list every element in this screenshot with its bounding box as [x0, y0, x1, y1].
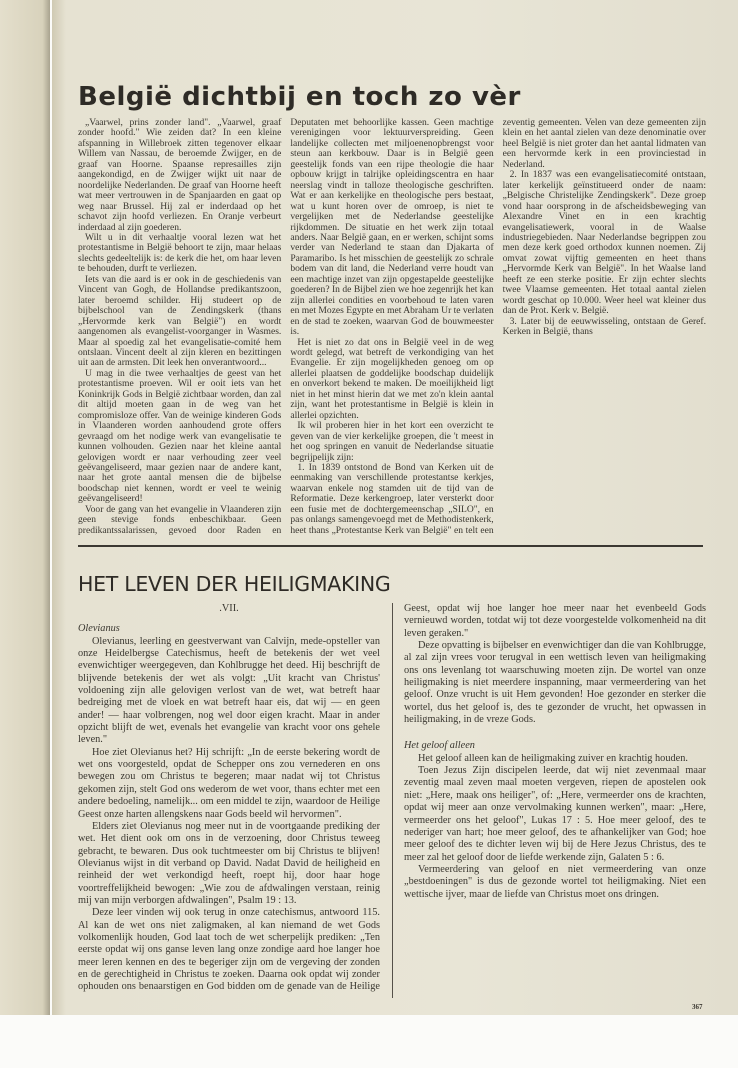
- paragraph: Elders ziet Olevianus nog meer nut in de voortgaande prediking der wet. Het dient ook om ons in de verzoening, door Christus teweeg gebracht, te bewaren. Dus ook tuchtmeester om bij Christus te blijven! Olevianus wijst in dit verband op David. Nadat David de heiligheid en reinheid der wet verkondigd heeft, roept hij, door haar hoge voortreffelijkheid bewogen: „Wie zou de afdwalingen verstaan, reinig mij van mijn verborgen afdwalingen", Psalm 19 : 13.: [78, 820, 380, 906]
- paragraph: Het geloof alleen kan de heiligmaking zuiver en krachtig houden.: [418, 752, 688, 764]
- paragraph: Ik wil proberen hier in het kort een overzicht te geven van de vier kerkelijke groepen, die 't meest in het oog springen en vanuit de Nederlandse situatie begrijpelijk zijn:: [290, 420, 494, 463]
- paragraph: Deze leer vinden wij ook terug in onze catechismus, antwoord 115. Al kan de wet ons niet zaligmaken, al kan niemand de wet Gods volkomenlijk houden, God laat toch de wet scherpelijk prediken: „Ten eerste opdat wij ons ganse leven lang onze zondige aard hoe langer hoe meer leren kennen en des te begeriger zijn om de vergeving der zonden en de gerechtigheid in Christus te zoeken. Daarna ook opdat wij zonder ophouden ons benaarstigen en God bidden om de genade van de Heilige Geest, opdat wij hoe langer hoe meer naar het evenbeeld Gods vernieuwd worden, totdat wij tot deze voorgestelde volkomenheid na dit leven geraken.": [78, 603, 706, 993]
- article-title-belgie: België dichtbij en toch zo vèr: [78, 82, 521, 112]
- article-body-belgie: [78, 118, 706, 542]
- article-title-heiligmaking: HET LEVEN DER HEILIGMAKING: [78, 572, 391, 596]
- article-body-heiligmaking: [78, 603, 706, 998]
- paragraph: 1. In 1839 ontstond de Bond van Kerken uit de eenmaking van verschillende protestantse kerkjes, waarvan enkele nog stamden uit de tijd van de Reformatie. Deze kerkengroep, later versterkt door een fusie met de dochtergemeenschap „SILO", en pas onlangs samengevoegd met de Methodistenkerk, heet thans „Protestantse Kerk van België" en telt een zeventig gemeenten. Velen van deze gemeenten zijn klein en het aantal zielen van deze denominatie over heel België is niet groter dan het aantal lidmaten van een hervormde kerk in een provinciestad in Nederland.: [290, 117, 706, 536]
- paragraph: U mag in die twee verhaaltjes de geest van het protestantisme proeven. Wil er ooit iets van het Koninkrijk Gods in België zichtbaar worden, dan zal dit altijd moeten gaan in de weg van het compromisloze offer. Van de weinige kinderen Gods in Vlaanderen worden aanhoudend grote offers gevraagd om het nodige werk van evangelisatie te kunnen volhouden. Gezien naar het kleine aantal gelovigen wordt er naar verhouding zeer veel geëvangeliseerd, maar gezien naar de andere kant, naar het grote aantal mensen die de bijbelse boodschap niet kennen, wordt er veel te weinig geëvangeliseerd!: [78, 367, 282, 505]
- paragraph: 3. Later bij de eeuwwisseling, ontstaan de Geref. Kerken in België, thans: [502, 315, 706, 338]
- article-divider: [78, 545, 703, 547]
- section-heading: Olevianus: [78, 623, 120, 635]
- paragraph: Olevianus, leerling en geestverwant van Calvijn, mede-opsteller van onze Heidelbergse Catechismus, heeft de betekenis der wet veel evenwichtiger weergegeven, dan Kohlbrugge het deed. Hij beschrijft de blijvende betekenis der wet als volgt: „Uit kracht van Christus' voldoening zijn alle gelovigen verlost van de wet, wat betreft haar bedreiging met de vloek en wat betreft haar eis, dat wij — en geen ander! — haar volbrengen, nog wel door eigen kracht. Maar in ander opzicht blijft de wet, evenals het evangelie van kracht voor ons gehele leven.": [78, 635, 380, 746]
- paragraph: Voor de gang van het evangelie in Vlaanderen zijn geen stevige fonds enbeschikbaar. Geen predikantssalarissen, gevoed door Raden en Deputaten met behoorlijke kassen. Geen machtige verenigingen voor lektuurverspreiding. Geen landelijke collecten met miljoenenopbrengst voor steun aan kerkbouw. Daar is in België geen geestelijk fonds van een rijpe theologie die haar opbouw krijgt in talrijke opleidingscentra en haar neerslag vindt in talloze theologische geschriften. Wat er aan kerkelijke en theologische pers bestaat, wat u kunt horen over de omroep, is niet te vergelijken met de Nederlandse geestelijke rijkdommen. De situatie en het werk zijn totaal anders. Naar België gaan, en er werken, schijnt soms verder van Nederland te staan dan Djakarta of Paramaribo. Is het misschien de geestelijk zo schrale bodem van dit land, die Nederland verre houdt van een machtige inzet van zijn opgestapelde geestelijke goederen? In de Bijbel zien we hoe zegenrijk het kan zijn allerlei condities en voorbehoud te laten varen en met Mozes Egypte en met Abraham Ur te verlaten en de stad te zoeken, waarvan God de bouwmeester is.: [78, 117, 494, 536]
- previous-page-edge: [0, 0, 50, 1015]
- paragraph: 2. In 1837 was een evangelisatiecomité ontstaan, later kerkelijk geïnstitueerd onder de naam: „Belgische Christelijke Zendingskerk". Deze groep vond haar oorsprong in de afscheidsbeweging van Alexandre Vinet en in een krachtig evangelisatiewerk, vooral in de Waalse industriegebieden. Naar Nederlandse begrippen zou men deze kerk goed orthodox kunnen noemen. Zij omvat zowat vijftig gemeenten en heet thans „Hervormde Kerk van België". In het Waalse land heeft ze een sterke positie. Er zijn echter slechts twee Vlaamse gemeenten. Het totaal aantal zielen wordt geschat op 10.000. Weer heel wat kleiner dus dan de Prot. Kerk v. België.: [502, 169, 706, 317]
- page-number: 367: [692, 1003, 703, 1011]
- part-number: .VII.: [219, 603, 239, 614]
- paragraph: Hoe ziet Olevianus het? Hij schrijft: „In de eerste bekering wordt de wet ons voorgesteld, opdat de Schepper ons zou vernederen en ons bewegen zou om Christus te begeren; maar nadat wij tot Christus gekomen zijn, stelt God ons wederom de wet voor, thans echter met een andere bedoeling, namelijk... om een middel te zijn, waardoor de Heilige Geest onze harten allengskens naar Gods beeld wil hervormen".: [78, 746, 380, 820]
- paragraph: Toen Jezus Zijn discipelen leerde, dat wij niet zevenmaal maar zeventig maal zeven maal moeten vergeven, riepen de apostelen ook niet: „Here, maak ons heiliger", of: „Here, vermeerder ons de krachten, opdat wij meer aan onze vervolmaking kunnen werken", maar: „Here, vermeerder ons het geloof", Lukas 17 : 5. Hoe meer geloof, des te nederiger van hart; hoe meer geloof, des te afhankelijker van God; hoe meer geloof des te dichter leven wij bij de Here Jezus Christus, des te meer zal het geloof door de liefde werkende zijn, Galaten 5 : 6.: [404, 765, 706, 863]
- paragraph: Deze opvatting is bijbelser en evenwichtiger dan die van Kohlbrugge, al zal zijn vrees voor terugval in een wettisch leven van heiligmaking ons ons levenlang tot waarschuwing moeten zijn. De wortel van onze heiligmaking is niet meerdere inspanning, maar vermeerdering van het geloof. Onze vrucht is uit Hem gevonden! Hoe gezonder en sterker die wortel, dus het geloof is, des te gezonder de vrucht, het opwassen in heiligmaking, in de vreze Gods.: [404, 640, 706, 726]
- paragraph: Het is niet zo dat ons in België veel in de weg wordt gelegd, wat betreft de verkondiging van het Evangelie. Er zijn mogelijkheden genoeg om op allerlei plaatsen de goddelijke boodschap duidelijk en onverkort bekend te maken. De moeilijkheid ligt niet in het minst hierin dat we met zo'n klein aantal zijn, want het protestantisme in België is klein in allerlei opzichten.: [290, 336, 494, 421]
- paragraph: „Vaarwel, prins zonder land". „Vaarwel, graaf zonder hoofd." Wie zeiden dat? In een kleine afspanning in Willebroek zitten tegenover elkaar Willem van Nassau, de beroemde Zwijger, en de graaf van Hoorne. Spaanse represailles zijn aangekondigd, en de Zwijger wijkt uit naar de noordelijke Nederlanden. De graaf van Hoorne heeft wat meer vertrouwen in de Spanjaarden en gaat op weg naar Brussel. Hij zal er inderdaad op het schavot zijn hoofd verliezen. En Oranje verbeurt inderdaad al zijn goederen.: [78, 117, 282, 233]
- magazine-page: [52, 0, 738, 1015]
- section-heading: Het geloof alleen: [404, 740, 475, 752]
- paragraph: Wilt u in dit verhaaltje vooral lezen wat het protestantisme in België behoort te zijn, maar helaas slechts gedeeltelijk is: de kerk die het, om haar leven te behouden, durft te verliezen.: [78, 231, 282, 275]
- paragraph: Vermeerdering van geloof en niet vermeerdering van onze „bestdoeningen" is dus de gezonde wortel tot heiligmaking. Niet een wettische ijver, maar de liefde van Christus moet ons dringen.: [404, 863, 706, 900]
- paragraph: Iets van die aard is er ook in de geschiedenis van Vincent van Gogh, de Hollandse predikantszoon, later beroemd schilder. Hij studeert op de bijbelschool van de Zendingskerk (thans „Hervormde kerk van België") en wordt aangenomen als evangelist-voorganger in Wasmes. Maar al spoedig zal het evangelisatie-comité hem ontslaan. Vincent deelt al zijn kleren en bezittingen uit aan de armsten. Dit leek hen onverantwoord...: [78, 273, 282, 369]
